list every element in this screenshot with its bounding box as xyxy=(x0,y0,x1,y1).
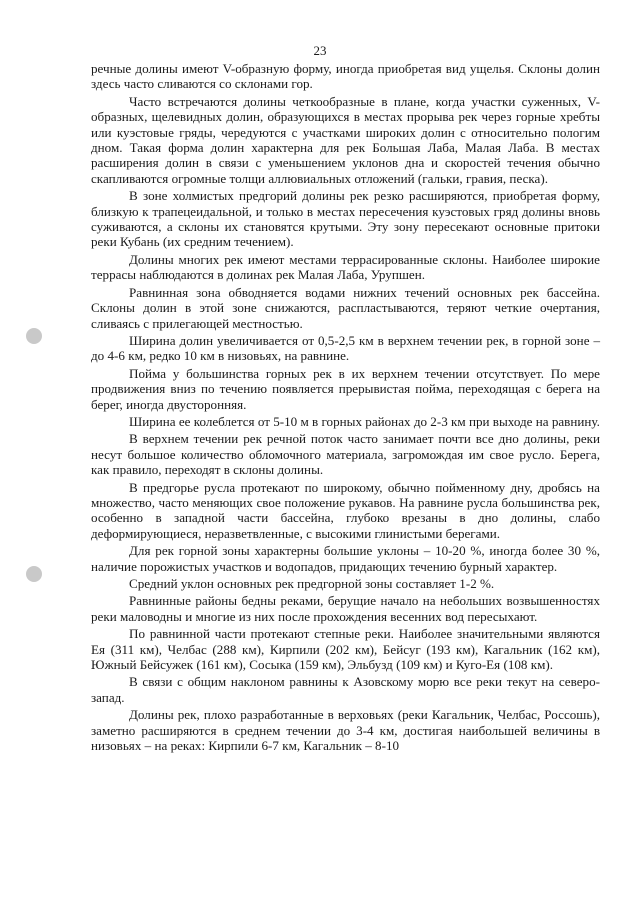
paragraph: Долины рек, плохо разработанные в верховьях (реки Кагальник, Челбас, Россошь), заметно расширяются в среднем течении до 3-4 км, достигая наибольшей величины в низовьях – на реках: Кирпили 6-7 км, Кагальник – 8-10 xyxy=(91,707,600,754)
paragraph: В зоне холмистых предгорий долины рек резко расширяются, приобретая форму, близкую к трапецеидальной, и только в местах пересечения куэстовых гряд долины вновь суживаются, а склоны их становятся крутыми. Эту зону пересекают основные притоки реки Кубань (их средним течением). xyxy=(91,188,600,250)
paragraph: Средний уклон основных рек предгорной зоны составляет 1-2 %. xyxy=(129,576,495,591)
paragraph: речные долины имеют V-образную форму, иногда приобретая вид ущелья. Склоны долин здесь часто сливаются со склонами гор. xyxy=(91,61,600,92)
paragraph: Долины многих рек имеют местами террасированные склоны. Наиболее широкие террасы наблюдаются в долинах рек Малая Лаба, Урупшен. xyxy=(91,251,600,283)
paragraph: Ширина долин увеличивается от 0,5-2,5 км в верхнем течении рек, в горной зоне – до 4-6 км, редко 10 км в низовьях, на равнине. xyxy=(91,332,600,364)
paragraph: По равнинной части протекают степные реки. Наиболее значительными являются Ея (311 км), Челбас (288 км), Кирпили (202 км), Бейсуг (193 км), Кагальник (162 км), Южный Бейсужек (161 км), Сосыка (159 км), Эльбузд (109 км) и Куго-Ея (108 км). xyxy=(91,626,600,673)
paragraph: Равнинные районы бедны реками, берущие начало на небольших возвышенностях реки маловодны и многие из них после прохождения весенних вод пересыхают. xyxy=(91,593,600,624)
punch-hole-decoration xyxy=(26,566,42,582)
punch-hole-decoration xyxy=(26,328,42,344)
paragraph: Пойма у большинства горных рек в их верхнем течении отсутствует. По мере продвижения вниз по течению появляется прерывистая пойма, переходящая с берега на берег, иногда двусторонняя. xyxy=(91,365,600,412)
paragraph: Ширина ее колеблется от 5-10 м в горных районах до 2-3 км при выходе на равнину. xyxy=(129,413,600,429)
page-body xyxy=(91,61,600,755)
paragraph: Равнинная зона обводняется водами нижних течений основных рек бассейна. Склоны долин в этой зоне снижаются, распластываются, теряют четкие очертания, сливаясь с прилегающей местностью. xyxy=(91,284,600,331)
paragraph: В предгорье русла протекают по широкому, обычно пойменному дну, дробясь на множество, часто меняющих свое положение рукавов. На равнине русла большинства рек, особенно в западной части бассейна, глубоко врезаны в дно долины, слабо деформирующиеся, неразветвленные, с высокими глинистыми берегами. xyxy=(91,479,600,541)
paragraph: Часто встречаются долины четкообразные в плане, когда участки суженных, V- образных, щелевидных долин, образующихся в местах прорыва рек через горные хребты или куэстовые гряды, чередуются с участками широких долин с относительно пологим дном. Такая форма долин характерна для рек Большая Лаба, Малая Лаба. В местах расширения долин в связи с уменьшением уклонов дна и скоростей течения обычно скапливаются огромные толщи аллювиальных отложений (гальки, гравия, песка). xyxy=(91,93,600,186)
paragraph: В верхнем течении рек речной поток часто занимает почти все дно долины, реки несут большое количество обломочного материала, загромождая им свое русло. Берега, как правило, переходят в склоны долины. xyxy=(91,431,600,478)
page-number: 23 xyxy=(313,43,327,58)
paragraph: Для рек горной зоны характерны большие уклоны – 10-20 %, иногда более 30 %, наличие порожистых участков и водопадов, придающих течению бурный характер. xyxy=(91,543,600,574)
paragraph: В связи с общим наклоном равнины к Азовскому морю все реки текут на северо-запад. xyxy=(91,674,600,705)
